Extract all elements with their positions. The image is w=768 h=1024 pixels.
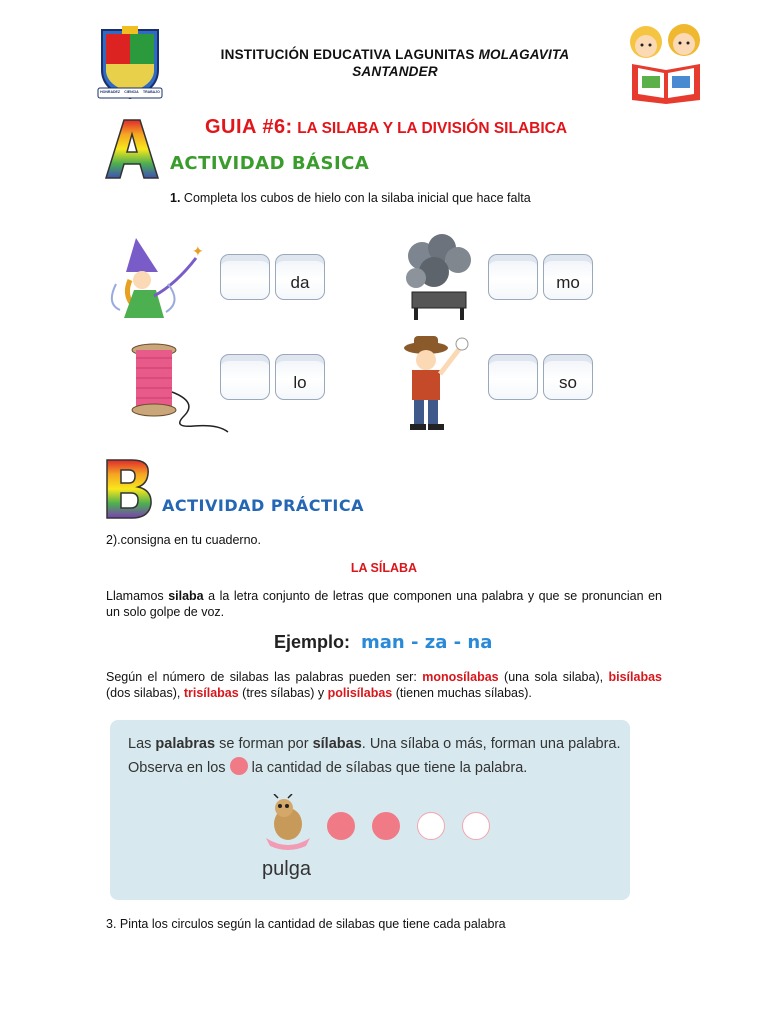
hat-boy-picture	[398, 334, 478, 434]
term-bisilabas: bisílabas	[608, 670, 662, 684]
panel-text: la cantidad de sílabas que tiene la palabra.	[247, 760, 528, 776]
ice-cube-syllable	[543, 354, 593, 400]
types-text: Según el número de silabas las palabras pueden ser:	[106, 670, 423, 684]
section-a-letter	[104, 118, 160, 193]
types-text: (dos silabas),	[106, 686, 184, 700]
section-b-letter	[104, 458, 154, 525]
flea-picture	[258, 794, 318, 854]
panel-text: . Una sílaba o más, forman una palabra.	[361, 736, 621, 752]
definition-bold: silaba	[168, 589, 204, 603]
instruction-1-number: 1.	[170, 191, 181, 205]
syllable-panel	[110, 720, 630, 900]
panel-word: pulga	[262, 858, 311, 880]
types-text: (tienen muchas sílabas).	[392, 686, 532, 700]
thread-spool-icon	[128, 342, 234, 436]
panel-text: Las	[128, 736, 156, 752]
syllable-types	[106, 669, 662, 701]
school-header	[180, 46, 610, 80]
syllable-text: da	[290, 273, 310, 292]
school-crest	[96, 24, 164, 104]
syllable-text: lo	[293, 373, 307, 392]
instruction-1-text: Completa los cubos de hielo con la silaba inicial que hace falta	[180, 191, 531, 205]
definition-text: Llamamos	[106, 589, 169, 603]
term-trisilabas: trisílabas	[183, 686, 239, 700]
syllable-text: so	[559, 373, 577, 392]
section-a-title: ACTIVIDAD BÁSICA	[170, 153, 370, 174]
syllable-circle-empty	[417, 812, 445, 840]
instruction-1	[170, 190, 531, 206]
syllable-circle-filled	[372, 812, 400, 840]
kids-reading-illustration	[620, 14, 712, 106]
crest-ribbon-word: CIENCIA	[124, 90, 139, 94]
school-town: MOLAGAVITA	[478, 47, 570, 62]
panel-bold: sílabas	[312, 736, 362, 752]
term-polisilabas: polisílabas	[327, 686, 393, 700]
kids-reading-icon	[620, 14, 712, 106]
smoke-icon	[398, 232, 480, 322]
school-name: INSTITUCIÓN EDUCATIVA LAGUNITAS	[220, 47, 479, 62]
school-department: SANTANDER	[352, 64, 438, 79]
crest-ribbon-word: TRABAJO	[142, 90, 160, 94]
syllable-circle-empty	[462, 812, 490, 840]
ice-cube-syllable	[543, 254, 593, 300]
guide-number: GUIA #6:	[205, 116, 293, 138]
panel-line-2	[128, 757, 527, 779]
pink-circle-icon	[230, 757, 248, 775]
section-b-title: ACTIVIDAD PRÁCTICA	[162, 496, 365, 515]
la-silaba-subtitle: LA SÍLABA	[350, 561, 418, 575]
ice-cube-blank[interactable]	[488, 254, 538, 300]
syllable-text: mo	[556, 273, 580, 292]
panel-bold: palabras	[155, 736, 216, 752]
syllable-circle-filled	[327, 812, 355, 840]
silaba-definition	[106, 588, 662, 620]
types-text: (tres sílabas) y	[238, 686, 328, 700]
example-line	[274, 632, 492, 653]
ice-cube-blank[interactable]	[488, 354, 538, 400]
example-label: Ejemplo:	[274, 632, 351, 652]
fairy-icon	[106, 234, 216, 324]
ice-cube-blank[interactable]	[220, 254, 270, 300]
panel-line-1	[128, 733, 621, 755]
thread-spool-picture	[128, 342, 234, 436]
term-monosilabas: monosílabas	[422, 670, 499, 684]
guide-topic: LA SILABA Y LA DIVISIÓN SILABICA	[297, 120, 568, 137]
ice-cube-syllable	[275, 354, 325, 400]
smoke-picture	[398, 232, 480, 322]
hat-boy-icon	[398, 334, 478, 434]
svg-text:✦: ✦	[192, 243, 204, 259]
panel-text: Observa en los	[128, 760, 230, 776]
panel-text: se forman por	[215, 736, 313, 752]
fairy-picture	[106, 234, 216, 324]
instruction-3: 3. Pinta los circulos según la cantidad de silabas que tiene cada palabra	[106, 917, 506, 931]
ice-cube-blank[interactable]	[220, 354, 270, 400]
guide-title	[205, 116, 567, 139]
consigna-text: 2).consigna en tu cuaderno.	[106, 533, 261, 547]
flea-icon	[258, 794, 318, 854]
ice-cube-syllable	[275, 254, 325, 300]
example-word: man - za - na	[361, 632, 493, 653]
types-text: (una sola silaba),	[498, 670, 609, 684]
crest-ribbon-word: HONRADEZ	[100, 90, 120, 94]
rainbow-letter-b-icon	[104, 458, 154, 520]
rainbow-letter-a-icon	[104, 118, 160, 182]
definition-text: a la letra conjunto de letras que componen una palabra y que se pronuncian en un solo golpe de voz.	[106, 589, 662, 619]
